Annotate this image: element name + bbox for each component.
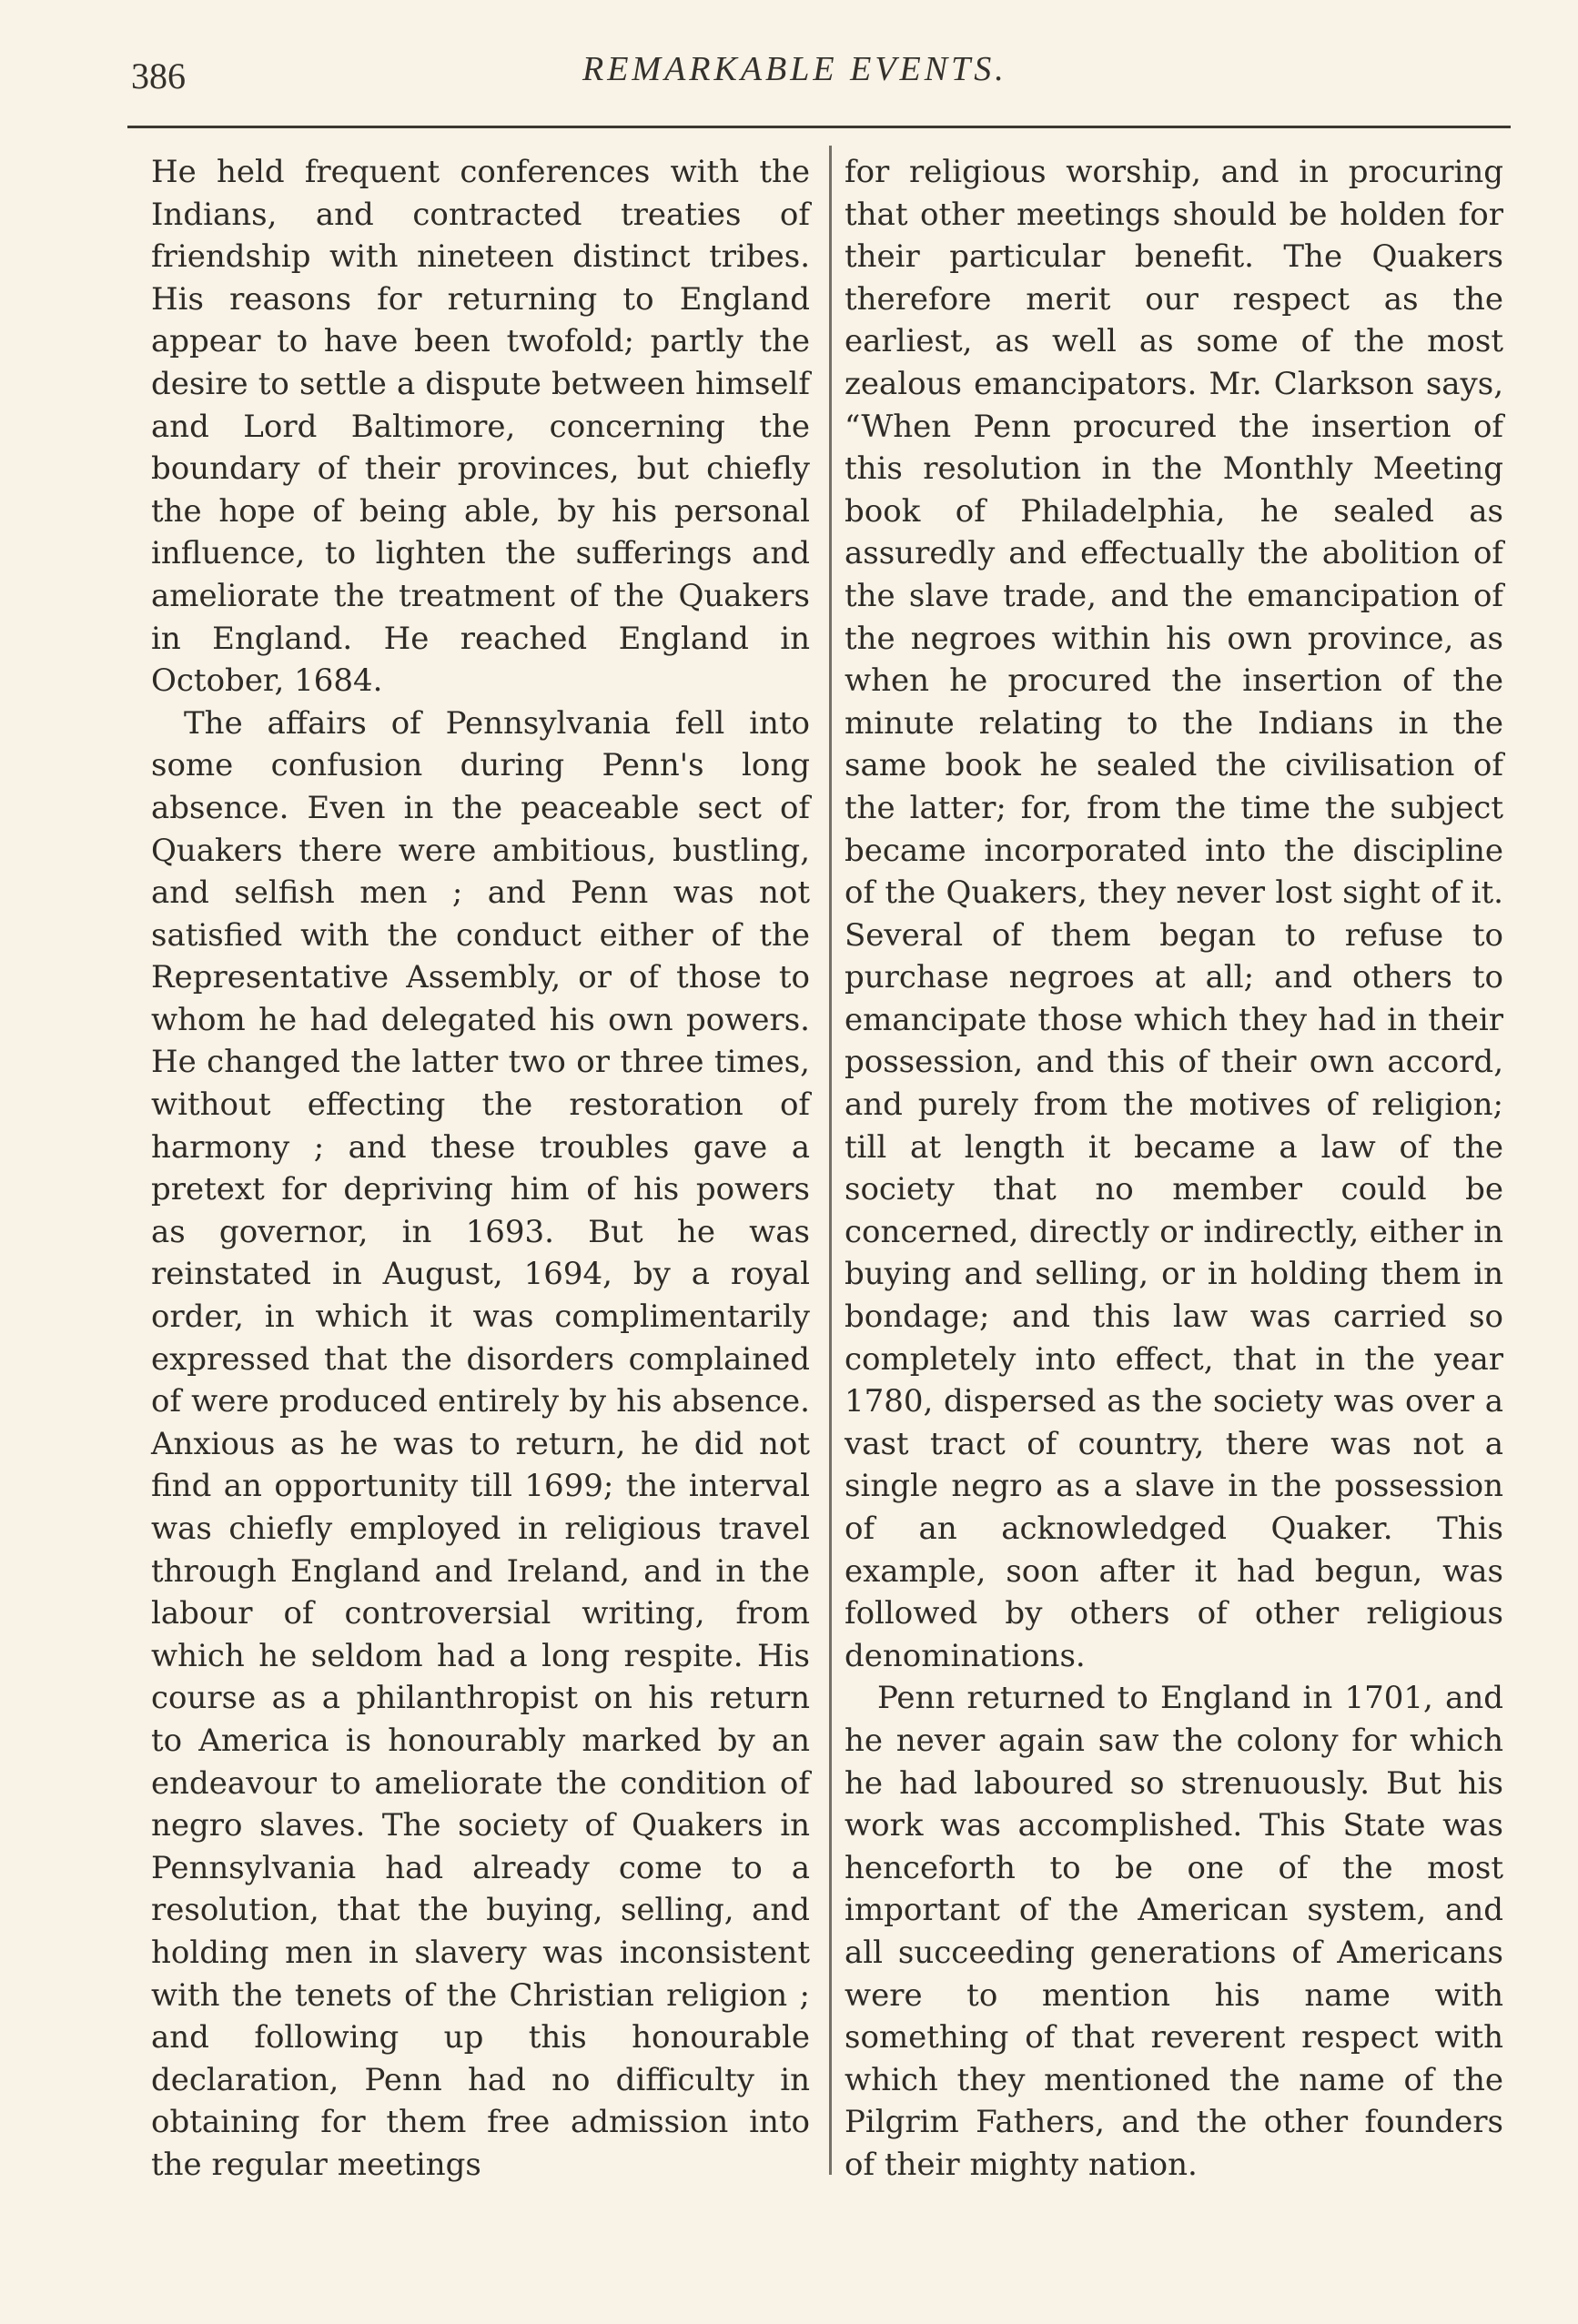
right-column [845,151,1503,2187]
left-paragraph-1: He held frequent conferences with the Indians, and contracted treaties of friendship with nineteen distinct tribes. His reasons for returning to England appear to have been twofold; partly the desire to settle a dispute between himself and Lord Baltimore, concerning the boundary of their provinces, but chiefly the hope of being able, by his personal influence, to lighten the sufferings and ameliorate the treatment of the Quakers in England. He reached England in October, 1684. [151,154,810,700]
column-divider [829,146,832,2175]
left-paragraph-2: The affairs of Pennsylvania fell into some confusion during Penn's long absence. Even in the peaceable sect of Quakers there were ambitious, bustling, and selfish men ; and Penn was not satisfied with the conduct either of the Representative Assembly, or of those to whom he had delegated his own powers. He changed the latter two or three times, without effecting the restoration of harmony ; and these troubles gave a pretext for depriving him of his powers as governor, in 1693. But he was reinstated in August, 1694, by a royal order, in which it was complimentarily expressed that the disorders complained of were produced entirely by his absence. Anxious as he was to return, he did not find an opportunity till 1699; the interval was chiefly employed in religious travel through England and Ireland, and in the labour of controversial writing, from which he seldom had a long respite. His course as a philanthropist on his return to America is honourably marked by an endeavour to ameliorate the condition of negro slaves. The society of Quakers in Pennsylvania had already come to a resolution, that the buying, selling, and holding men in slavery was inconsistent with the tenets of the Christian religion ; and following up this honourable declaration, Penn had no difficulty in obtaining for them free admission into the regular meetings [151,704,810,2183]
running-title: REMARKABLE EVENTS. [582,50,1007,88]
page-number: 386 [131,56,186,96]
header-rule [127,126,1511,128]
left-column [151,151,810,2187]
right-paragraph-1: for religious worship, and in procuring that other meetings should be holden for their particular benefit. The Quakers therefore merit our respect as the earliest, as well as some of the most zealous emancipators. Mr. Clarkson says, “When Penn procured the insertion of this resolution in the Monthly Meeting book of Philadelphia, he sealed as assuredly and effectually the abolition of the slave trade, and the emancipation of the negroes within his own province, as when he procured the insertion of the minute relating to the Indians in the same book he sealed the civilisation of the latter; for, from the time the subject became incorporated into the discipline of the Quakers, they never lost sight of it. Several of them began to refuse to purchase negroes at all; and others to emancipate those which they had in their possession, and this of their own accord, and purely from the motives of religion; till at length it became a law of the society that no member could be concerned, directly or indirectly, either in buying and selling, or in holding them in bondage; and this law was carried so completely into effect, that in the year 1780, dispersed as the society was over a vast tract of country, there was not a single negro as a slave in the possession of an acknowledged Quaker. This example, soon after it had begun, was followed by others of other religious denominations. [845,154,1503,1674]
right-paragraph-2: Penn returned to England in 1701, and he never again saw the colony for which he had laboured so strenuously. But his work was accomplished. This State was henceforth to be one of the most important of the American system, and all succeeding generations of Americans were to mention his name with something of that reverent respect with which they mentioned the name of the Pilgrim Fathers, and the other founders of their mighty nation. [845,1680,1503,2183]
